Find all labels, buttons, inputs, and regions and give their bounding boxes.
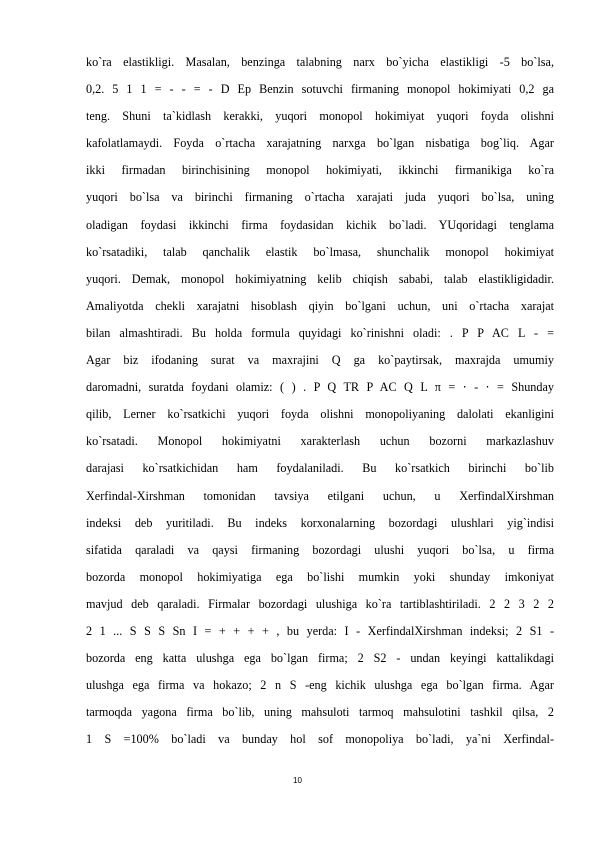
text-line: Amaliyotda chekli xarajatni hisoblash qiyin bo`lgani uchun, uni o`rtacha xarajat [86, 298, 554, 313]
text-line: Xerfindal-Xirshman tomonidan tavsiya etilgani uchun, u XerfindalXirshman [86, 488, 554, 503]
text-line: 0,2. 5 1 1 = - - = - D Ep Benzin sotuvchi firmaning monopol hokimiyati 0,2 ga [86, 82, 554, 97]
text-line: ko`rsatadiki, talab qanchalik elastik bo`lmasa, shunchalik monopol hokimiyat [86, 244, 554, 259]
text-line: qilib, Lerner ko`rsatkichi yuqori foyda olishni monopoliyaning dalolati ekanligini [86, 407, 554, 422]
text-line: ikki firmadan birinchisining monopol hokimiyati, ikkinchi firmanikiga ko`ra [86, 163, 554, 178]
text-line: sifatida qaraladi va qaysi firmaning bozordagi ulushi yuqori bo`lsa, u firma [86, 542, 554, 557]
text-line: Agar biz ifodaning surat va maxrajini Q ga ko`paytirsak, maxrajda umumiy [86, 353, 554, 368]
text-line: ulushga ega firma va hokazo; 2 n S -eng kichik ulushga ega bo`lgan firma. Agar [86, 678, 554, 693]
text-line: 1 S =100% bo`ladi va bunday hol sof monopoliya bo`ladi, ya`ni Xerfindal- [86, 732, 554, 747]
text-line: yuqori bo`lsa va birinchi firmaning o`rtacha xarajati juda yuqori bo`lsa, uning [86, 190, 554, 205]
text-line: 2 1 ... S S S Sn I = + + + + , bu yerda: I - XerfindalXirshman indeksi; 2 S1 - [86, 623, 554, 638]
text-line: yuqori. Demak, monopol hokimiyatning kelib chiqish sababi, talab elastikligidadir. [86, 271, 554, 286]
text-line: oladigan foydasi ikkinchi firma foydasidan kichik bo`ladi. YUqoridagi tenglama [86, 217, 554, 232]
text-line: bozorda eng katta ulushga ega bo`lgan firma; 2 S2 - undan keyingi kattalikdagi [86, 651, 554, 666]
text-line: daromadni, suratda foydani olamiz: ( ) . P Q TR P AC Q L π = ⋅ - ⋅ = Shunday [86, 380, 554, 395]
text-line: darajasi ko`rsatkichidan ham foydalaniladi. Bu ko`rsatkich birinchi bo`lib [86, 461, 554, 476]
body-text [86, 49, 554, 753]
text-line: kafolatlamaydi. Foyda o`rtacha xarajatning narxga bo`lgan nisbatiga bog`liq. Agar [86, 136, 554, 151]
text-line: tarmoqda yagona firma bo`lib, uning mahsuloti tarmoq mahsulotini tashkil qilsa, 2 [86, 705, 554, 720]
text-line: ko`rsatadi. Monopol hokimiyatni xarakterlash uchun bozorni markazlashuv [86, 434, 554, 449]
text-line: bilan almashtiradi. Bu holda formula quyidagi ko`rinishni oladi: . P P AC L - = [86, 325, 554, 340]
text-line: mavjud deb qaraladi. Firmalar bozordagi ulushiga ko`ra tartiblashtiriladi. 2 2 3 2 2 [86, 596, 554, 611]
text-line: indeksi deb yuritiladi. Bu indeks korxonalarning bozordagi ulushlari yig`indisi [86, 515, 554, 530]
text-line: teng. Shuni ta`kidlash kerakki, yuqori monopol hokimiyat yuqori foyda olishni [86, 109, 554, 124]
text-line: ko`ra elastikligi. Masalan, benzinga talabning narx bo`yicha elastikligi -5 bo`lsa, [86, 55, 554, 69]
text-line: bozorda monopol hokimiyatiga ega bo`lishi mumkin yoki shunday imkoniyat [86, 569, 554, 584]
page-number: 10 [293, 776, 302, 785]
